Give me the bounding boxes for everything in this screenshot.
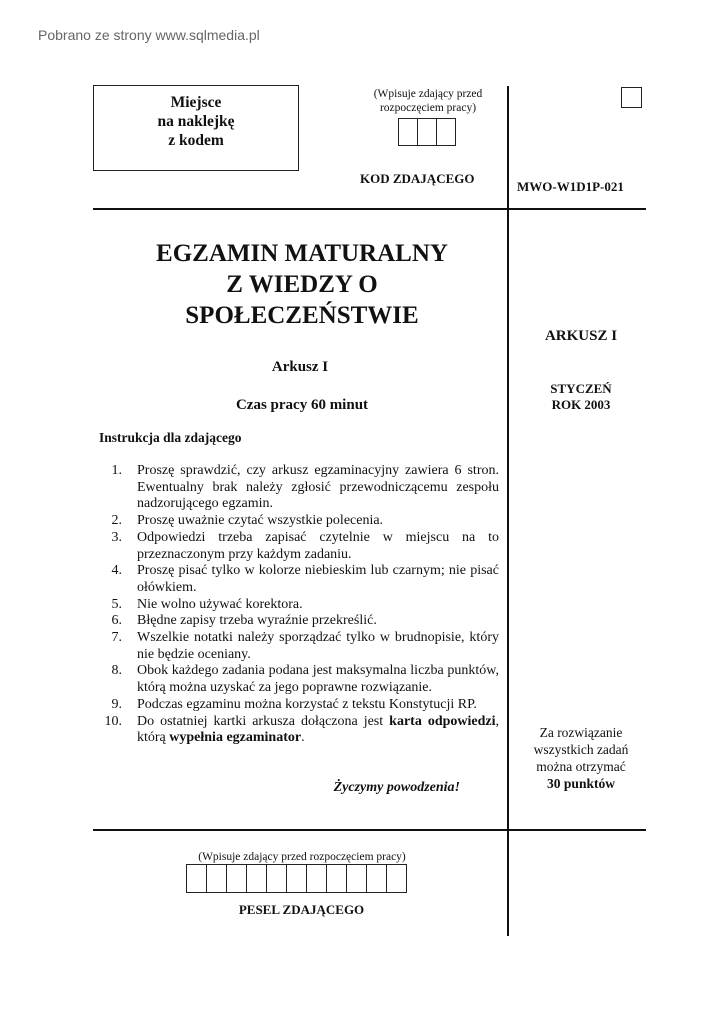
instruction-item: 7. Wszelkie notatki należy sporządzać tylko w brudnopisie, który nie będzie oceniany. — [111, 630, 499, 662]
instruction-item: 5. Nie wolno używać korektora. — [111, 596, 303, 612]
sheet-name: Arkusz I — [271, 359, 329, 375]
pesel-cell[interactable] — [366, 864, 387, 893]
answer-card-emphasis: karta odpowiedzi — [389, 713, 496, 729]
header-divider — [93, 208, 646, 210]
code-cell[interactable] — [436, 118, 456, 146]
exam-title — [120, 238, 484, 331]
student-code-cells[interactable] — [398, 118, 455, 146]
pesel-cell[interactable] — [266, 864, 287, 893]
instruction-item-10-text: Do ostatniej kartki arkusza dołączona jest karta odpowiedzi, którą wypełnia egzaminator. — [137, 713, 499, 746]
sticker-box — [93, 85, 299, 171]
code-cell[interactable] — [398, 118, 418, 146]
instruction-item: 2. Proszę uważnie czytać wszystkie polecenia. — [111, 513, 384, 529]
pesel-cell[interactable] — [346, 864, 367, 893]
student-code-label: KOD ZDAJĄCEGO — [360, 171, 475, 186]
title-line: Z WIEDZY O — [226, 271, 378, 298]
pesel-cell[interactable] — [326, 864, 347, 893]
student-code-note: (Wpisuje zdający przed rozpoczęciem pracy) — [373, 88, 483, 114]
pesel-note: (Wpisuje zdający przed rozpoczęciem pracy) — [198, 851, 406, 863]
instruction-item: 8. Obok każdego zadania podana jest maksymalna liczba punktów, którą można uzyskać za jego poprawne rozwiązanie. — [111, 663, 499, 696]
sticker-line: na naklejkę — [157, 113, 235, 130]
side-sheet-label: ARKUSZ I — [544, 328, 618, 344]
pesel-cell[interactable] — [386, 864, 407, 893]
pesel-label: PESEL ZDAJĄCEGO — [238, 902, 365, 917]
max-points-total: 30 punktów — [547, 776, 615, 791]
instruction-item: 6. Błędne zapisy trzeba wyraźnie przekreślić. — [111, 613, 377, 629]
sticker-line: z kodem — [168, 132, 224, 149]
pesel-cell[interactable] — [306, 864, 327, 893]
pesel-cell[interactable] — [286, 864, 307, 893]
pesel-cell[interactable] — [206, 864, 227, 893]
good-luck-message: Życzymy powodzenia! — [333, 780, 460, 795]
pesel-cell[interactable] — [246, 864, 267, 893]
pesel-cells[interactable] — [186, 864, 406, 893]
exam-date — [516, 381, 646, 413]
instructions-heading: Instrukcja dla zdającego — [99, 430, 242, 445]
corner-checkbox — [621, 87, 642, 108]
instruction-item: 1. Proszę sprawdzić, czy arkusz egzaminacyjny zawiera 6 stron. Ewentualny brak należy zgłosić przewodniczącemu zespołu nadzorującego egzamin. — [111, 463, 499, 512]
exam-month: STYCZEŃ — [550, 381, 612, 396]
instruction-item: 9. Podczas egzaminu można korzystać z tekstu Konstytucji RP. — [111, 696, 477, 712]
pesel-cell[interactable] — [186, 864, 207, 893]
sheet-code: MWO-W1D1P-021 — [517, 179, 624, 194]
exam-year: ROK 2003 — [551, 397, 611, 412]
vertical-divider — [507, 86, 509, 936]
title-line: SPOŁECZEŃSTWIE — [185, 302, 419, 329]
source-note: Pobrano ze strony www.sqlmedia.pl — [38, 27, 260, 43]
sticker-line: Miejsce — [170, 94, 222, 111]
exam-duration: Czas pracy 60 minut — [235, 397, 369, 413]
pesel-cell[interactable] — [226, 864, 247, 893]
instruction-item: 10. Do ostatniej kartki arkusza dołączona jest karta odpowiedzi, którą wypełnia egzaminator. — [104, 713, 499, 746]
footer-divider — [93, 829, 646, 831]
title-line: EGZAMIN MATURALNY — [156, 240, 448, 267]
instruction-item: 3. Odpowiedzi trzeba zapisać czytelnie w miejscu na to przeznaczonym przy każdym zadaniu. — [111, 529, 499, 562]
examiner-emphasis: wypełnia egzaminator — [169, 730, 302, 746]
instructions-list — [100, 463, 499, 747]
code-cell[interactable] — [417, 118, 437, 146]
max-points-info: Za rozwiązanie wszystkich zadań można otrzymać 30 punktów — [514, 724, 648, 792]
instruction-item: 4. Proszę pisać tylko w kolorze niebieskim lub czarnym; nie pisać ołówkiem. — [111, 563, 499, 595]
